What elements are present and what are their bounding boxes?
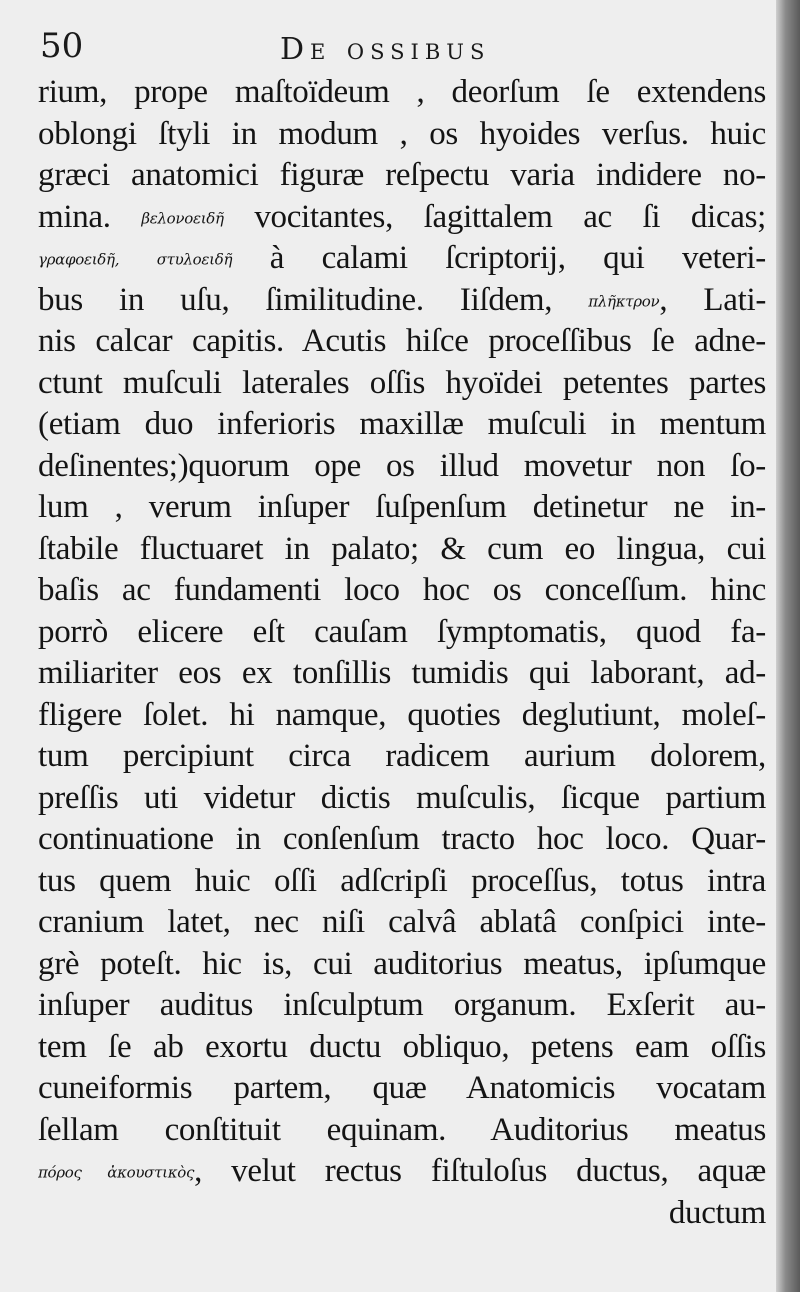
text-segment: vocitantes, ſagittalem ac ſi dicas; <box>254 198 766 235</box>
text-segment: , velut rectus fiſtuloſus ductus, aquæ <box>194 1153 766 1189</box>
text-line: grè poteſt. hic is, cui auditorius meatus, ipſumque <box>38 945 766 982</box>
text-line: ſtabile fluctuaret in palato; & cum eo lingua, cui <box>38 530 766 567</box>
text-line: cuneiformis partem, quæ Anatomicis vocatam <box>38 1070 766 1106</box>
text-line: ſellam conſtituit equinam. Auditorius meatus <box>38 1111 766 1148</box>
text-line: lum , verum inſuper ſuſpenſum detinetur ne in- <box>38 489 766 525</box>
text-line: nis calcar capitis. Acutis hiſce proceſſibus ſe adne- <box>38 323 766 359</box>
greek-term: βελονοειδῆ <box>141 209 224 228</box>
text-line: continuatione in conſenſum tracto hoc loco. Quar- <box>38 821 766 857</box>
text-line: tus quem huic oſſi adſcripſi proceſſus, totus intra <box>38 862 766 899</box>
text-line: inſuper auditus inſculptum organum. Exſerit au- <box>38 987 766 1023</box>
text-segment: , Lati- <box>659 281 766 318</box>
page-number: 50 <box>40 26 84 66</box>
text-segment: bus in uſu, ſimilitudine. Iiſdem, <box>38 281 553 318</box>
text-line: oblongi ſtyli in modum , os hyoides verſus. huic <box>38 115 766 152</box>
catchword: ductum <box>668 1194 766 1231</box>
greek-term: πλῆκτρον <box>588 292 660 311</box>
greek-term: στυλοειδῆ <box>156 250 233 269</box>
text-line: ctunt muſculi laterales oſſis hyoïdei petentes partes <box>38 364 766 401</box>
text-line: tum percipiunt circa radicem aurium dolorem, <box>38 738 766 774</box>
text-segment: mina. <box>38 198 111 235</box>
text-line <box>38 197 766 239</box>
running-title: De ossibus <box>280 32 491 67</box>
text-line: preſſis uti videtur dictis muſculis, ſicque partium <box>38 779 766 816</box>
text-line: fligere ſolet. hi namque, quoties deglutiunt, moleſ- <box>38 696 766 733</box>
text-line: (etiam duo inferioris maxillæ muſculi in mentum <box>38 406 766 442</box>
greek-term: γραφοειδῆ, <box>38 250 120 269</box>
text-line: rium, prope maſtoïdeum , deorſum ſe extendens <box>38 74 766 110</box>
text-segment: à calami ſcriptorij, qui veteri- <box>269 240 766 276</box>
body-text <box>38 72 766 1234</box>
page-header <box>40 26 760 74</box>
greek-term: πόρος ἀκουστικὸς <box>38 1163 195 1182</box>
text-line <box>38 280 766 322</box>
text-line: græci anatomici figuræ reſpectu varia indidere no- <box>38 157 766 193</box>
text-line: porrò elicere eſt cauſam ſymptomatis, quod fa- <box>38 613 766 650</box>
text-line: baſis ac fundamenti loco hoc os conceſſum. hinc <box>38 572 766 608</box>
text-line: miliariter eos ex tonſillis tumidis qui laborant, ad- <box>38 655 766 691</box>
text-line <box>38 1151 766 1193</box>
page-edge-shadow <box>776 0 800 1292</box>
text-line: cranium latet, nec niſi calvâ ablatâ conſpici inte- <box>38 904 766 940</box>
text-line <box>38 238 766 280</box>
text-line: deſinentes;)quorum ope os illud movetur non ſo- <box>38 447 766 484</box>
text-line: tem ſe ab exortu ductu obliquo, petens eam oſſis <box>38 1028 766 1065</box>
